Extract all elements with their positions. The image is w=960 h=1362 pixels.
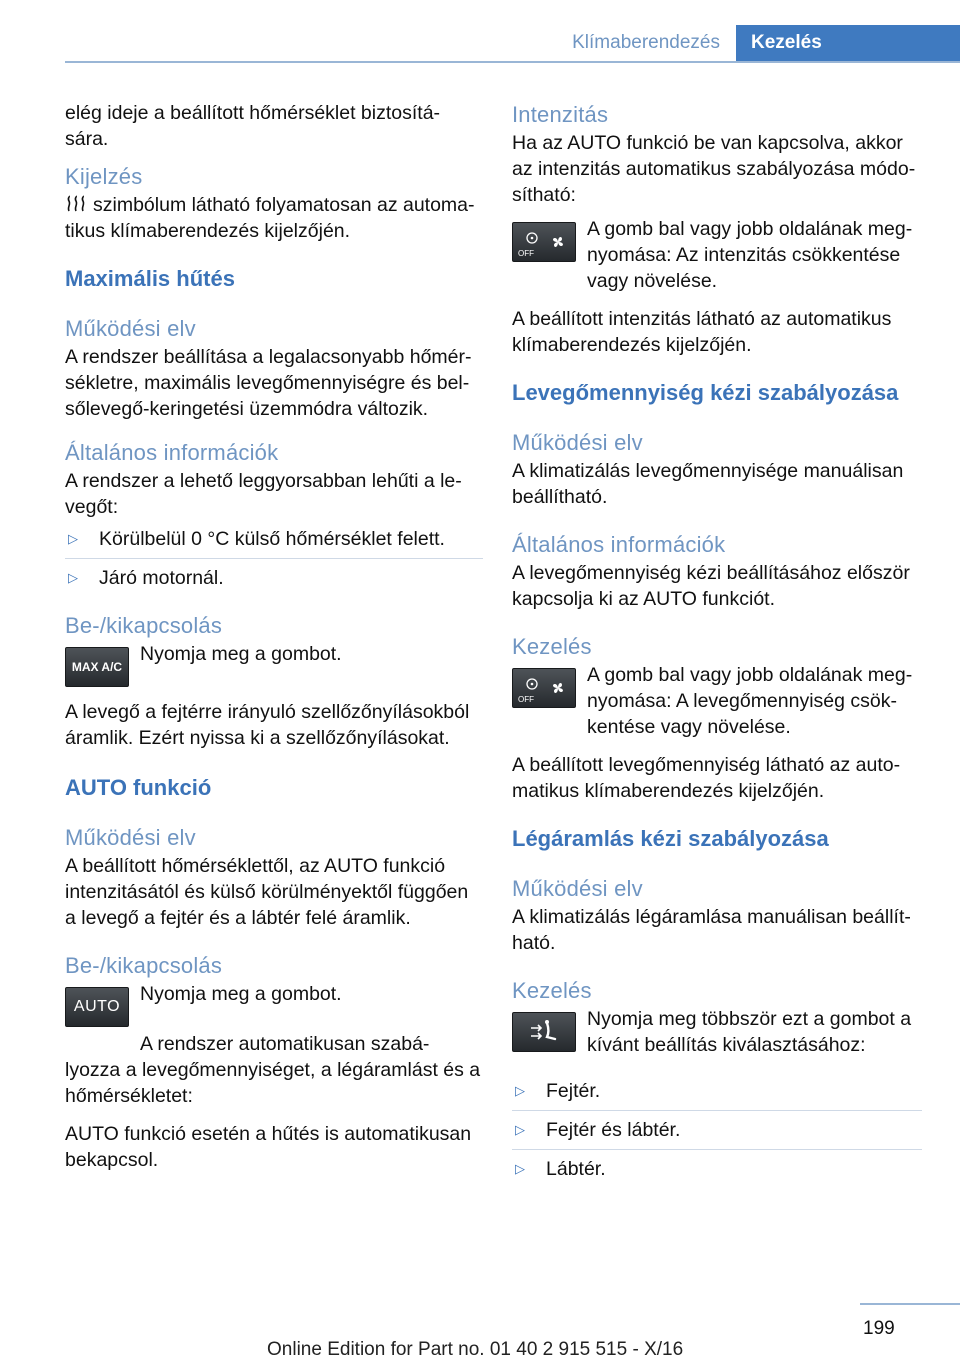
heading-kezeles-1: Kezelés — [512, 634, 592, 659]
heading-bekikapcsolas-2: Be-/kikapcsolás — [65, 953, 223, 978]
mukodesi2-text: A beállított hőmérséklettől, az AUTO funkció intenzitásától és külső körülményektől függően a levegő a fejtér és a lábtér felé áramlik. — [65, 855, 469, 929]
auto-cool-text: AUTO funkció esetén a hűtés is automatikusan bekapcsol. — [65, 1123, 472, 1171]
bekikap1-text: Nyomja meg a gombot. — [140, 643, 342, 665]
heading-levegomennyiseg: Levegőmennyiség kézi szabályozása — [512, 380, 899, 405]
list-item: ▷ Fejtér. — [515, 1080, 601, 1102]
list-item: ▷ Járó motornál. — [68, 567, 224, 589]
mukodesi1-text: A rendszer beállítása a legalacsonyabb hőmér-sékletre, maximális levegőmennyiségre és bel-sőlevegő-keringetési üzemmódra változik. — [65, 346, 472, 420]
seat-airflow-icon — [527, 1019, 561, 1045]
heading-bekikapcsolas-1: Be-/kikapcsolás — [65, 613, 223, 638]
fan-row-1 — [512, 216, 922, 294]
list-item: ▷ Lábtér. — [515, 1158, 606, 1180]
fan-row-2 — [512, 662, 922, 740]
air-text: A levegő a fejtérre irányuló szellőzőnyílásokból áramlik. Ezért nyissa ki a szellőzőnyílásokat. — [65, 701, 470, 749]
heading-altalanos-1: Általános információk — [65, 440, 279, 465]
heading-mukodesi-elv-2: Működési elv — [65, 825, 196, 850]
fan-text-2: A gomb bal vagy jobb oldalának meg-nyomása: A levegőmennyiség csök-kentése vagy növelése. — [587, 664, 913, 738]
right-column — [512, 100, 922, 1182]
left-column — [65, 100, 483, 1173]
heading-intenzitas: Intenzitás — [512, 102, 609, 127]
list-separator — [65, 558, 483, 559]
bullet-list-2 — [512, 1078, 922, 1182]
heading-legaramlas: Légáramlás kézi szabályozása — [512, 826, 829, 851]
defrost-symbol-icon — [65, 195, 87, 213]
heading-max-cooling: Maximális hűtés — [65, 266, 235, 291]
intenzitas-text: Ha az AUTO funkció be van kapcsolva, akkor az intenzitás automatikus szabályozása módo-sítható: — [512, 132, 916, 206]
fan-button-image: OFF — [512, 668, 576, 708]
bekikap2-line2: A rendszer automatikusan szabá-lyozza a levegőmennyiséget, a légáramlást és a hőmérsékletet: — [65, 1033, 481, 1107]
edition-footer: Online Edition for Part no. 01 40 2 915 515 - X/16 — [267, 1339, 684, 1360]
heading-altalanos-2: Általános információk — [512, 532, 726, 557]
heading-mukodesi-elv-3: Működési elv — [512, 430, 643, 455]
altalanos2-text: A levegőmennyiség kézi beállításához először kapcsolja ki az AUTO funkciót. — [512, 562, 910, 610]
heading-mukodesi-elv-4: Működési elv — [512, 876, 643, 901]
heading-kijelzes: Kijelzés — [65, 164, 143, 189]
page-number: 199 — [863, 1318, 895, 1339]
triangle-right-icon: ▷ — [515, 1083, 525, 1098]
kijelzes-paragraph — [65, 192, 483, 244]
max-ac-button-image: MAX A/C — [65, 647, 129, 687]
intenzitas-display-text: A beállított intenzitás látható az automatikus klímaberendezés kijelzőjén. — [512, 308, 892, 356]
levego-display-text: A beállított levegőmennyiség látható az auto-matikus klímaberendezés kijelzőjén. — [512, 754, 901, 802]
fan-icon — [525, 231, 539, 245]
fan-icon — [549, 233, 567, 251]
intro-text: elég ideje a beállított hőmérséklet biztosítá-sára. — [65, 102, 441, 150]
mukodesi3-text: A klimatizálás levegőmennyisége manuálisan beállítható. — [512, 460, 904, 508]
footer-rule — [860, 1303, 960, 1305]
auto-button-image: AUTO — [65, 987, 129, 1027]
list-item: ▷ Fejtér és lábtér. — [515, 1119, 681, 1141]
list-separator — [512, 1149, 922, 1150]
heading-mukodesi-elv-1: Működési elv — [65, 316, 196, 341]
fan-button-image: OFF — [512, 222, 576, 262]
auto-row — [65, 981, 483, 1027]
triangle-right-icon: ▷ — [68, 570, 78, 585]
airflow-row — [512, 1006, 922, 1058]
header-chapter: Kezelés — [736, 25, 960, 61]
heading-auto-function: AUTO funkció — [65, 775, 212, 800]
fan-text-1: A gomb bal vagy jobb oldalának meg-nyomása: Az intenzitás csökkentése vagy növelése. — [587, 218, 913, 292]
mukodesi4-text: A klimatizálás légáramlása manuálisan beállít-ható. — [512, 906, 911, 954]
kijelzes-text: szimbólum látható folyamatosan az automa-tikus klímaberendezés kijelzőjén. — [65, 194, 475, 242]
list-separator — [512, 1110, 922, 1111]
maxac-row — [65, 641, 483, 687]
page-header — [0, 25, 960, 63]
airflow-button-image — [512, 1012, 576, 1052]
bullet-list-1 — [65, 526, 483, 591]
fan-icon — [549, 679, 567, 697]
triangle-right-icon: ▷ — [515, 1122, 525, 1137]
list-item: ▷ Körülbelül 0 °C külső hőmérséklet felett. — [68, 528, 445, 550]
altalanos1-text: A rendszer a lehető leggyorsabban lehűti a le-vegőt: — [65, 470, 462, 518]
header-rule — [65, 61, 960, 63]
triangle-right-icon: ▷ — [68, 531, 78, 546]
bekikap2-line1: Nyomja meg a gombot. — [140, 983, 342, 1005]
heading-kezeles-2: Kezelés — [512, 978, 592, 1003]
fan-icon — [525, 677, 539, 691]
triangle-right-icon: ▷ — [515, 1161, 525, 1176]
header-section: Klímaberendezés — [572, 32, 720, 53]
airflow-text: Nyomja meg többször ezt a gombot a kívánt beállítás kiválasztásához: — [587, 1008, 912, 1056]
